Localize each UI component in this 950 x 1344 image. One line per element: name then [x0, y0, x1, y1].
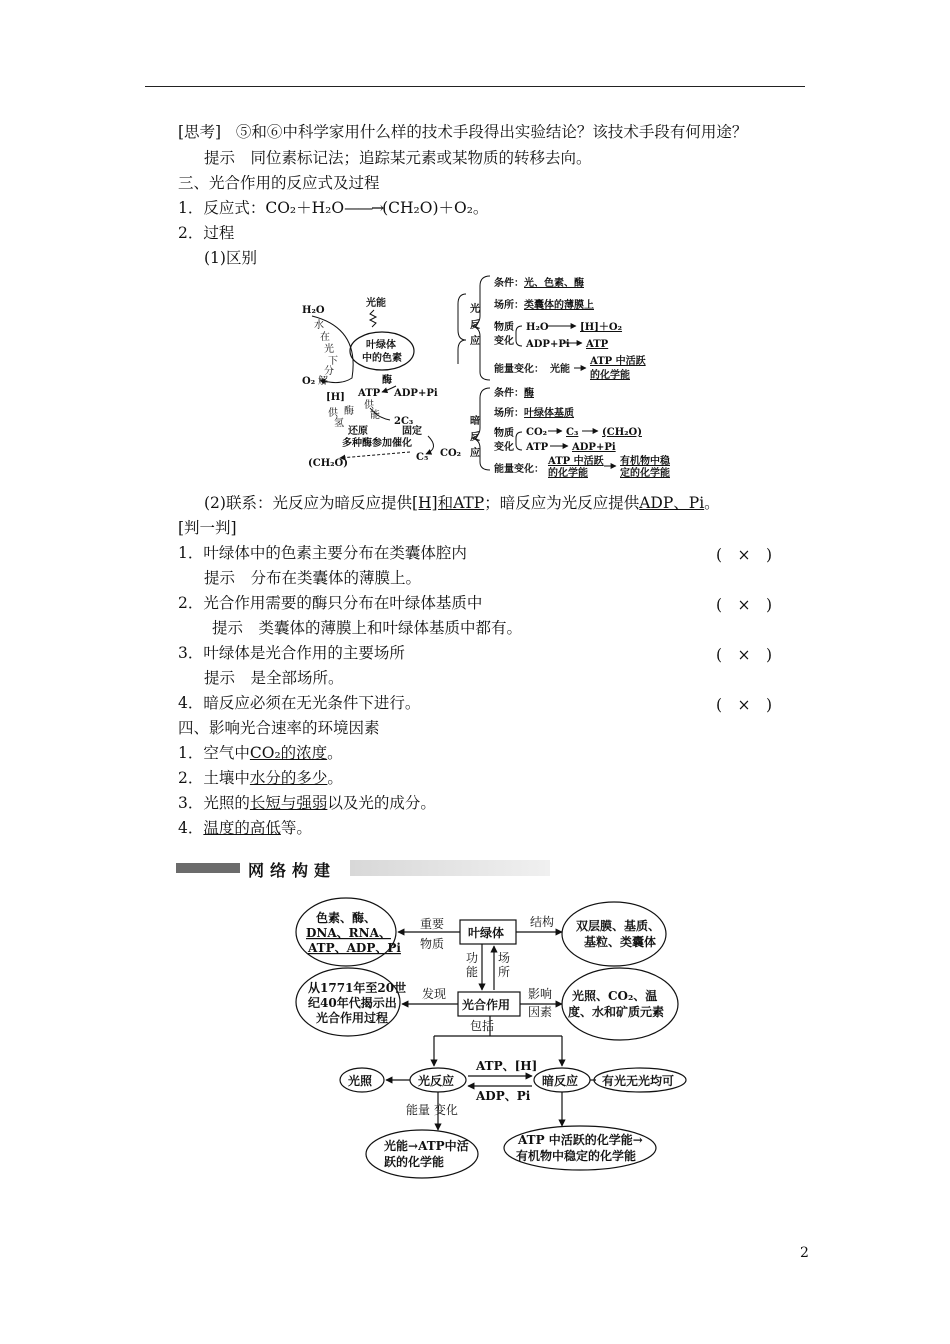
photosynthesis-process-diagram [290, 268, 690, 478]
ch2o-label: (CH₂O) [308, 458, 348, 469]
water-split-1: 水 [314, 320, 324, 331]
struct-1: 双层膜、基质、 [576, 919, 661, 933]
svg-text:场所：叶绿体基质: 场所：叶绿体基质 [494, 408, 574, 419]
enzyme2-1: 酶 [344, 406, 354, 417]
lr-matter-1: 物质 [494, 322, 514, 333]
link-u2: ADP、Pi [639, 494, 705, 512]
chloro-label-1: 叶绿体 [366, 340, 396, 351]
hist-3: 光合作用过程 [316, 1011, 389, 1025]
pigments-2: DNA、RNA、 [306, 926, 391, 940]
dr-energy-to-2: 定的化学能 [620, 468, 670, 478]
reduce-label: 还原 [348, 426, 368, 437]
adp-label: ADP+Pi [394, 388, 438, 399]
supply-e-label-2: 能 [370, 410, 380, 421]
lr-matter-2: 变化 [494, 336, 514, 347]
energy1-3: 跃的化学能 [384, 1155, 445, 1169]
section4-title: 四、影响光合速率的环境因素 [178, 719, 380, 737]
dr-m1-a: CO₂ [526, 427, 548, 438]
water-split-6: 解 [318, 376, 328, 387]
dr-energy-to-1: 有机物中稳 [620, 456, 670, 467]
judge-item-3: 3．叶绿体是光合作用的主要场所 [178, 644, 405, 662]
water-split-4: 下 [328, 356, 338, 367]
link-u1: [H]和ATP [411, 494, 485, 512]
c5-label: C₅ [416, 452, 429, 463]
lr-m2-from: ADP+Pi [526, 339, 570, 350]
light-node: 光照 [348, 1074, 373, 1088]
water-split-2: 在 [320, 332, 330, 343]
hist-2: 纪40年代揭示出 [308, 996, 397, 1010]
multi-enzyme-label: 多种酶参加催化 [342, 438, 412, 449]
judge-item-2: 2．光合作用需要的酶只分布在叶绿体基质中 [178, 594, 483, 612]
dr-energy-from-1: ATP 中活跃 [548, 456, 604, 467]
equation [178, 198, 488, 218]
lr-m1-from: H₂O [526, 322, 549, 333]
dr-m1-b: C₃ [566, 427, 579, 438]
important-1: 重要 [420, 917, 445, 931]
atp-label: ATP [358, 388, 381, 399]
think-hint: 提示 同位素标记法；追踪某元素或某物质的转移去向。 [204, 149, 592, 167]
judge-item-1: 1．叶绿体中的色素主要分布在类囊体腔内 [178, 544, 467, 562]
light-label-1: 光 [470, 304, 480, 315]
svg-text:光能→ATP中活: 光能→ATP中活 [384, 1139, 469, 1153]
chloro-label-2: 中的色素 [362, 353, 402, 364]
link-end: 。 [704, 494, 720, 512]
dr-energy-from-2: 的化学能 [548, 468, 588, 478]
network-banner [176, 858, 554, 878]
factor-1: 1．空气中CO₂的浓度。 [178, 744, 343, 762]
supply-h-label: 供 [328, 408, 338, 419]
h-label: [H] [326, 392, 345, 403]
judge-answer-2: ( × ) [716, 596, 773, 614]
lr-m2-to: ATP [586, 339, 609, 350]
light-label-3: 应 [470, 336, 480, 347]
dark-cond-node: 有光无光均可 [602, 1074, 675, 1088]
factors-2: 度、水和矿质元素 [568, 1005, 665, 1019]
dr-matter-2: 变化 [494, 442, 514, 453]
think-question: ⑤和⑥中科学家用什么样的技术手段得出实验结论？该技术手段有何用途？ [235, 123, 748, 141]
function-1: 功 [466, 951, 479, 965]
lr-energy-label: 能量变化： [494, 364, 544, 375]
water-split-5: 分 [324, 366, 334, 377]
dr-energy-label: 能量变化： [494, 464, 544, 475]
factors-1: 光照、CO₂、温 [572, 989, 658, 1003]
dark-label-3: 应 [470, 448, 480, 459]
dark-reaction-node: 暗反应 [542, 1074, 579, 1088]
equation-suffix: (CH₂O)＋O₂。 [382, 199, 489, 217]
difference-label: (1)区别 [204, 249, 257, 267]
important-2: 物质 [420, 937, 445, 951]
co2-label: CO₂ [440, 448, 462, 459]
include-label: 包括 [470, 1019, 495, 1033]
discover-label: 发现 [422, 987, 447, 1001]
banner-bar [176, 863, 240, 873]
dr-m1-c: (CH₂O) [602, 427, 642, 438]
page-number: 2 [800, 1245, 809, 1261]
header-rule [145, 86, 805, 87]
equation-arrow: ——→ [344, 199, 383, 217]
dr-m2-from: ATP [526, 442, 549, 453]
link-prefix: (2)联系：光反应为暗反应提供 [204, 494, 412, 512]
function-2: 能 [466, 965, 479, 979]
svg-text:ATP 中活跃的化学能→: ATP 中活跃的化学能→ [518, 1133, 643, 1147]
light-label-2: 反 [470, 320, 480, 331]
svg-text:条件：光、色素、酶: 条件：光、色素、酶 [494, 278, 584, 289]
enzyme-label: 酶 [382, 375, 392, 386]
fix-label: 固定 [402, 426, 422, 437]
concept-map [290, 892, 700, 1192]
affect-1: 影响 [528, 987, 553, 1001]
svg-text:场所：类囊体的薄膜上: 场所：类囊体的薄膜上 [494, 300, 594, 311]
c3-label: 2C₃ [394, 416, 414, 427]
o2-label: O₂ [302, 376, 316, 387]
lr-energy-to-2: 的化学能 [590, 370, 630, 381]
pigments-3: ATP、ADP、Pi [308, 941, 401, 955]
judge-item-4: 4．暗反应必须在无光条件下进行。 [178, 694, 421, 712]
judge-title: [判一判] [178, 519, 237, 537]
judge-answer-1: ( × ) [716, 546, 773, 564]
energy2-2: 有机物中稳定的化学能 [516, 1149, 637, 1163]
lr-m1-to: [H]＋O₂ [580, 322, 623, 333]
link-line [204, 493, 720, 513]
place-2: 所 [498, 965, 511, 979]
dark-label-2: 反 [470, 432, 480, 443]
structure-label: 结构 [530, 915, 555, 929]
chloroplast-node: 叶绿体 [468, 926, 505, 940]
h2o-label: H₂O [302, 305, 325, 316]
judge-answer-4: ( × ) [716, 696, 773, 714]
think-line [178, 122, 747, 142]
place-1: 场 [498, 951, 511, 965]
affect-2: 因素 [528, 1005, 553, 1019]
adp-pi-label: ADP、Pi [476, 1089, 531, 1103]
photosynthesis-node: 光合作用 [462, 998, 511, 1012]
atp-h-label: ATP、[H] [476, 1059, 538, 1073]
think-tag: [思考] [178, 123, 222, 141]
judge-hint-1: 提示 分布在类囊体的薄膜上。 [204, 569, 422, 587]
factor-4: 4．温度的高低等。 [178, 819, 312, 837]
supply-e-label: 供 [364, 400, 374, 411]
judge-hint-3: 提示 是全部场所。 [204, 669, 344, 687]
dark-label-1: 暗 [470, 416, 480, 427]
banner-label: 网络构建 [248, 861, 337, 880]
light-reaction-node: 光反应 [418, 1074, 455, 1088]
section3-title: 三、光合作用的反应式及过程 [178, 174, 380, 192]
svg-text:条件：酶: 条件：酶 [494, 388, 534, 399]
energy-change-label: 能量 变化 [406, 1103, 458, 1117]
light-energy-label: 光能 [366, 298, 386, 309]
pigments-1: 色素、酶、 [316, 911, 377, 925]
banner-gradient [350, 860, 550, 876]
equation-prefix: 1．反应式：CO₂＋H₂O [178, 199, 345, 217]
water-split-3: 光 [324, 344, 334, 355]
struct-2: 基粒、类囊体 [584, 935, 657, 949]
judge-hint-2: 提示 类囊体的薄膜上和叶绿体基质中都有。 [212, 619, 523, 637]
lr-energy-from: 光能 [550, 364, 570, 375]
lr-energy-to-1: ATP 中活跃 [590, 356, 646, 367]
factor-2: 2．土壤中水分的多少。 [178, 769, 343, 787]
link-mid: ；暗反应为光反应提供 [484, 494, 640, 512]
hist-1: 从1771年至20世 [308, 981, 407, 995]
dr-matter-1: 物质 [494, 428, 514, 439]
factor-3: 3．光照的长短与强弱以及光的成分。 [178, 794, 436, 812]
judge-answer-3: ( × ) [716, 646, 773, 664]
dr-m2-to: ADP+Pi [572, 442, 616, 453]
supply-h-label-2: 氢 [334, 418, 344, 429]
process-label: 2．过程 [178, 224, 235, 242]
